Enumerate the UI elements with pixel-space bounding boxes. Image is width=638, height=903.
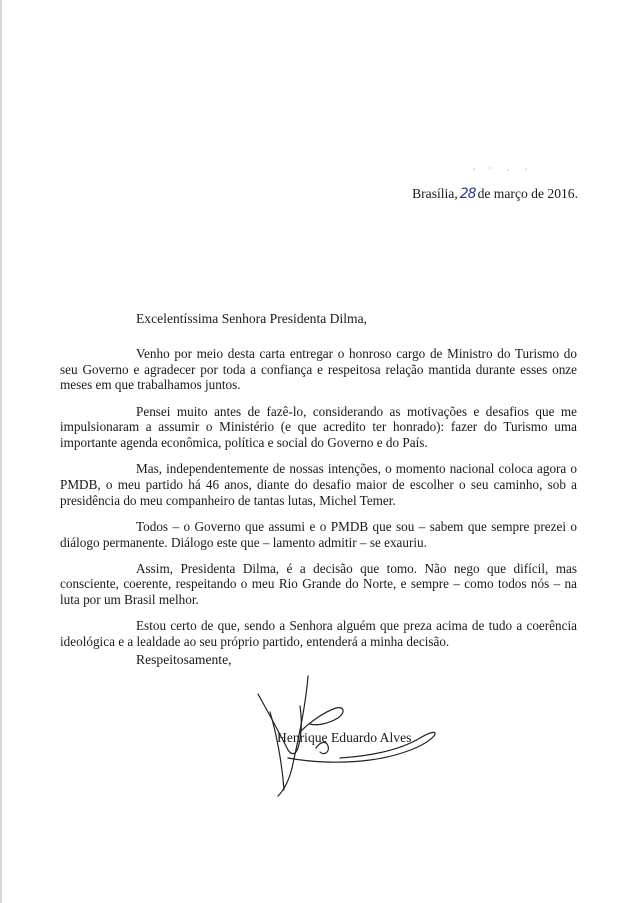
paragraph-4: Todos – o Governo que assumi e o PMDB que sou – sabem que sempre prezei o diálogo permanente. Diálogo este que – lamento admitir – se exauriu. — [60, 518, 577, 550]
paragraph-5: Assim, Presidenta Dilma, é a decisão que tomo. Não nego que difícil, mas consciente, coerente, respeitando o meu Rio Grande do Norte, e sempre – como todos nós – na luta por um Brasil melhor. — [60, 560, 577, 608]
paragraph-6: Estou certo de que, sendo a Senhora alguém que preza acima de tudo a coerência ideológica e a lealdade ao seu próprio partido, entenderá a minha decisão. — [60, 618, 577, 650]
scan-edge — [0, 0, 2, 903]
paragraph-3: Mas, independentemente de nossas intenções, o momento nacional coloca agora o PMDB, o meu partido há 46 anos, diante do desafio maior de escolher o seu caminho, sob a presidência do meu companheiro de tantas lutas, Michel Temer. — [60, 461, 577, 508]
paragraph-2: Pensei muito antes de fazê-lo, considerando as motivações e desafios que me impulsionaram a assumir o Ministério (e que acredito ter honrado): fazer do Turismo uma importante agenda econômica, política e social do Governo e do País. — [60, 403, 577, 451]
closing: Respeitosamente, — [136, 652, 232, 667]
salutation: Excelentíssima Senhora Presidenta Dilma, — [136, 311, 368, 326]
signer-name: Henrique Eduardo Alves — [277, 730, 412, 745]
date-line — [412, 186, 578, 202]
date-place: Brasília, — [412, 186, 458, 201]
handwritten-signature — [240, 672, 440, 802]
date-rest: de março de 2016. — [477, 186, 578, 201]
date-day-handwritten: 28 — [459, 186, 476, 202]
scan-artifact-dots — [470, 166, 550, 172]
letter-body — [60, 346, 577, 660]
paragraph-1: Venho por meio desta carta entregar o honroso cargo de Ministro do Turismo do seu Governo e agradecer por toda a confiança e respeitosa relação mantida durante esses onze meses em que trabalhamos juntos. — [60, 346, 577, 393]
